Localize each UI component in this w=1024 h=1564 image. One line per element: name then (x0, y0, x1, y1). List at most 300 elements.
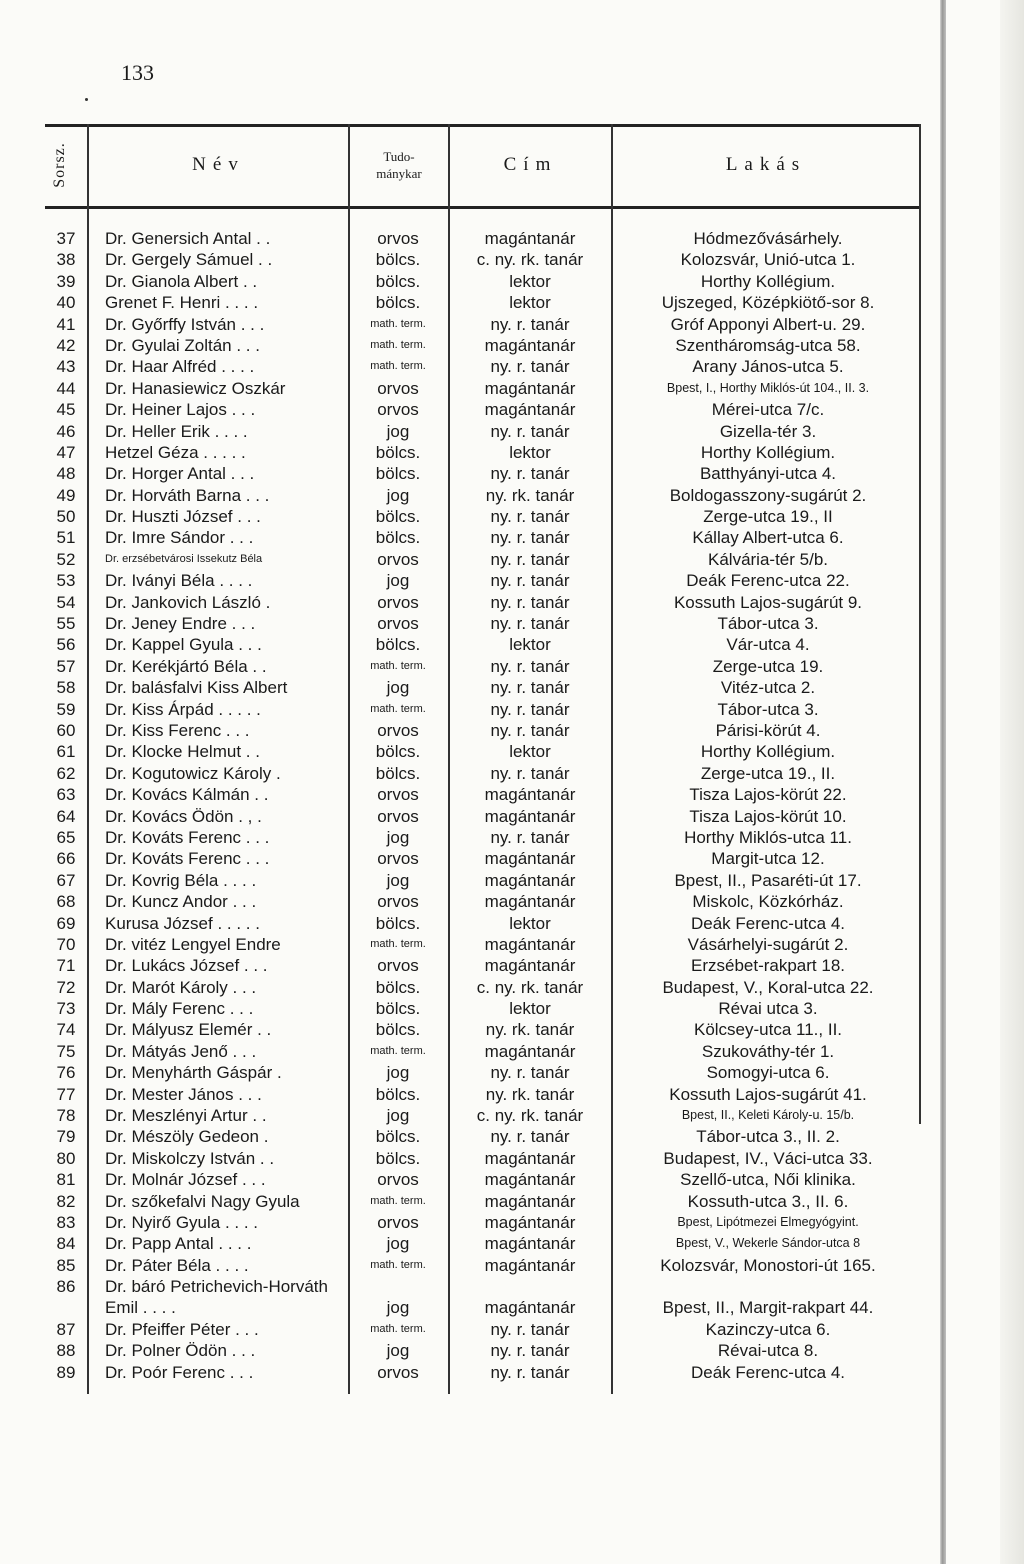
table-row (45, 806, 921, 827)
row-address: Budapest, V., Koral-utca 22. (662, 977, 874, 997)
row-name: Dr. Lukács József . . . (105, 956, 268, 976)
row-number: 62 (56, 763, 76, 783)
row-address: Szentháromság-utca 58. (675, 335, 861, 355)
table-row (45, 656, 921, 677)
row-faculty: bölcs. (375, 250, 421, 270)
row-faculty: orvos (377, 229, 419, 248)
row-faculty: math. term. (370, 702, 426, 715)
table-row (45, 1169, 921, 1190)
row-number: 86 (56, 1277, 76, 1297)
table-row (45, 870, 921, 891)
row-faculty: jog (386, 1234, 410, 1254)
row-name: Kurusa József . . . . . (105, 913, 260, 933)
row-faculty: orvos (377, 549, 419, 569)
row-title: magántanár (484, 400, 576, 420)
row-address: Vár-utca 4. (726, 635, 810, 655)
row-address: Hódmezővásárhely. (693, 229, 843, 248)
row-title: ny. r. tanár (490, 614, 570, 634)
table-row (45, 1148, 921, 1169)
row-name: Dr. Győrffy István . . . (105, 314, 265, 334)
row-title: ny. r. tanár (490, 1319, 570, 1339)
row-faculty: math. term. (370, 937, 426, 950)
header-sorsz (39, 124, 81, 206)
table-row (45, 827, 921, 848)
row-title: magántanár (484, 806, 576, 826)
table-row (45, 249, 921, 270)
row-faculty: bölcs. (375, 464, 421, 484)
row-name: Dr. Kováts Ferenc . . . (105, 827, 270, 847)
row-name: Dr. Nyirő Gyula . . . . (105, 1212, 259, 1232)
table-row (45, 1019, 921, 1040)
table-row (45, 335, 921, 356)
row-name: Dr. Miskolczy István . . (105, 1148, 275, 1168)
row-number: 59 (56, 699, 76, 719)
row-address: Deák Ferenc-utca 4. (690, 1362, 845, 1382)
row-title: magántanár (484, 378, 576, 398)
row-title: ny. r. tanár (490, 1341, 570, 1361)
row-faculty: orvos (377, 614, 419, 634)
row-faculty: math. term. (370, 659, 426, 672)
row-name: Dr. Mátyás Jenő . . . (105, 1041, 257, 1061)
header-nev: Név (192, 154, 245, 175)
table-row (45, 1126, 921, 1147)
row-name: Dr. Haar Alfréd . . . . (105, 357, 255, 377)
row-title: lektor (509, 271, 551, 291)
row-faculty: bölcs. (375, 271, 421, 291)
row-faculty: orvos (377, 806, 419, 826)
table-row (45, 549, 921, 570)
table-row (45, 592, 921, 613)
row-name: Dr. Iványi Béla . . . . (105, 571, 253, 591)
row-title: ny. r. tanár (490, 827, 570, 847)
row-title: lektor (509, 742, 551, 762)
row-name: Dr. Polner Ödön . . . (105, 1341, 256, 1361)
header-tudomanykar-line2: mánykar (376, 166, 422, 181)
row-title: lektor (509, 635, 551, 655)
row-title: lektor (509, 293, 551, 313)
row-address: Tisza Lajos-körút 10. (689, 806, 847, 826)
row-title: ny. r. tanár (490, 549, 570, 569)
table-row (45, 720, 921, 741)
row-address: Batthyányi-utca 4. (699, 464, 837, 484)
row-number: 87 (56, 1319, 76, 1339)
row-number: 40 (56, 293, 76, 313)
row-address: Horthy Kollégium. (700, 742, 836, 762)
table-row (45, 271, 921, 292)
row-address: Bpest, II., Keleti Károly-u. 15/b. (681, 1108, 855, 1123)
row-faculty: bölcs. (375, 1084, 421, 1104)
row-title: ny. r. tanár (490, 314, 570, 334)
row-number: 66 (56, 849, 76, 869)
row-address: Kazinczy-utca 6. (705, 1319, 831, 1339)
row-number: 64 (56, 806, 76, 826)
row-title: ny. r. tanár (490, 1362, 570, 1382)
row-address: Szukováthy-tér 1. (701, 1041, 835, 1061)
table-row (45, 1319, 921, 1340)
row-number: 82 (56, 1191, 76, 1211)
row-title: magántanár (484, 849, 576, 869)
row-number: 69 (56, 913, 76, 933)
row-address: Bpest, V., Wekerle Sándor-utca 8 (675, 1236, 861, 1251)
row-faculty: orvos (377, 720, 419, 740)
row-title: ny. r. tanár (490, 678, 570, 698)
table-row (45, 763, 921, 784)
row-number: 52 (56, 549, 76, 569)
row-faculty: math. term. (370, 1322, 426, 1335)
row-address: Gizella-tér 3. (719, 421, 817, 441)
row-address: Horthy Kollégium. (700, 442, 836, 462)
row-address: Budapest, IV., Váci-utca 33. (663, 1148, 873, 1168)
row-faculty: bölcs. (375, 999, 421, 1019)
table-row (45, 977, 921, 998)
row-number: 83 (56, 1212, 76, 1232)
row-address: Tábor-utca 3., II. 2. (696, 1127, 840, 1147)
row-faculty: bölcs. (375, 1127, 421, 1147)
row-faculty: jog (386, 870, 410, 890)
row-faculty: bölcs. (375, 507, 421, 527)
row-number: 41 (56, 314, 76, 334)
row-title: magántanár (484, 1041, 576, 1061)
row-title: ny. r. tanár (490, 507, 570, 527)
row-faculty: jog (386, 1341, 410, 1361)
row-name: Dr. Páter Béla . . . . (105, 1255, 249, 1275)
row-number: 54 (56, 592, 76, 612)
row-faculty: bölcs. (375, 635, 421, 655)
table-row (45, 485, 921, 506)
row-name: Dr. Molnár József . . . (105, 1170, 266, 1190)
row-number: 38 (56, 250, 76, 270)
row-address: Tábor-utca 3. (717, 614, 819, 634)
table-row (45, 913, 921, 934)
row-name: Dr. Menyhárth Gáspár . (105, 1063, 282, 1083)
row-faculty: orvos (377, 592, 419, 612)
table-row (45, 634, 921, 655)
row-faculty: jog (386, 571, 410, 591)
row-name: Dr. Kuncz Andor . . . (105, 892, 257, 912)
row-name: Dr. Gergely Sámuel . . (105, 250, 273, 270)
row-number: 89 (56, 1362, 76, 1382)
row-number: 39 (56, 271, 76, 291)
row-faculty: jog (386, 1106, 410, 1126)
row-address: Boldogasszony-sugárút 2. (669, 485, 867, 505)
row-title: magántanár (484, 1234, 576, 1254)
row-name: Dr. Hanasiewicz Oszkár (105, 378, 286, 398)
row-title: c. ny. rk. tanár (476, 1106, 584, 1126)
row-name: Dr. Mester János . . . (105, 1084, 262, 1104)
row-title: ny. r. tanár (490, 357, 570, 377)
header-sorsz-label: Sorsz. (51, 142, 68, 188)
row-name: Dr. Kiss Árpád . . . . . (105, 699, 261, 719)
row-number: 67 (56, 870, 76, 890)
row-title: magántanár (484, 1191, 576, 1211)
row-address: Kossuth-utca 3., II. 6. (687, 1191, 849, 1211)
row-address: Kálvária-tér 5/b. (708, 549, 828, 569)
row-number: 57 (56, 656, 76, 676)
table-row (45, 399, 921, 420)
row-name: Dr. Jeney Endre . . . (105, 614, 256, 634)
row-name: Dr. Jankovich László . (105, 592, 271, 612)
row-name: Dr. Mály Ferenc . . . (105, 999, 254, 1019)
row-faculty: jog (386, 1063, 410, 1083)
table-row (45, 421, 921, 442)
row-faculty: orvos (377, 956, 419, 976)
row-name: Dr. vitéz Lengyel Endre (105, 934, 281, 954)
row-title: lektor (509, 913, 551, 933)
row-title: ny. r. tanár (490, 1127, 570, 1147)
table-row (45, 677, 921, 698)
table-row (45, 1191, 921, 1212)
row-name: Dr. Kovács Ödön . , . (105, 806, 262, 826)
header-cim: Cím (503, 154, 558, 175)
row-number: 68 (56, 892, 76, 912)
row-address: Révai-utca 8. (717, 1341, 819, 1361)
row-title: magántanár (484, 934, 576, 954)
row-name: Dr. Pfeiffer Péter . . . (105, 1319, 259, 1339)
row-number: 48 (56, 464, 76, 484)
row-name: Hetzel Géza . . . . . (105, 442, 246, 462)
table-row (45, 741, 921, 762)
row-faculty: math. term. (370, 360, 426, 373)
row-faculty: orvos (377, 785, 419, 805)
row-number: 43 (56, 357, 76, 377)
row-name: Dr. Poór Ferenc . . . (105, 1362, 254, 1382)
row-title: magántanár (484, 1298, 576, 1318)
row-number: 80 (56, 1148, 76, 1168)
row-number: 75 (56, 1041, 76, 1061)
row-number: 73 (56, 999, 76, 1019)
row-faculty: bölcs. (375, 528, 421, 548)
row-name: Dr. Kovrig Béla . . . . (105, 870, 257, 890)
row-number: 60 (56, 720, 76, 740)
table-row (45, 934, 921, 955)
row-title: magántanár (484, 1170, 576, 1190)
row-name: Dr. Huszti József . . . (105, 507, 261, 527)
row-title: ny. r. tanár (490, 763, 570, 783)
row-name: Dr. Meszlényi Artur . . (105, 1106, 267, 1126)
table-row (45, 1105, 921, 1126)
row-number: 84 (56, 1234, 76, 1254)
table-row (45, 463, 921, 484)
row-name: Dr. Gyulai Zoltán . . . (105, 335, 260, 355)
row-number: 63 (56, 785, 76, 805)
table-row (45, 955, 921, 976)
row-faculty: jog (386, 678, 410, 698)
row-title: ny. r. tanár (490, 699, 570, 719)
row-name: Dr. báró Petrichevich-Horváth Emil . . . . (105, 1277, 328, 1318)
row-name: Dr. Heiner Lajos . . . (105, 400, 256, 420)
row-address: Tábor-utca 3. (717, 699, 819, 719)
row-name: Dr. Kogutowicz Károly . (105, 763, 281, 783)
row-name: Dr. Kovács Kálmán . . (105, 785, 269, 805)
row-number: 44 (56, 378, 76, 398)
row-address: Arany János-utca 5. (692, 357, 844, 377)
row-name: Dr. Mészöly Gedeon . (105, 1127, 269, 1147)
table-row (45, 1062, 921, 1083)
row-number: 77 (56, 1084, 76, 1104)
row-number: 50 (56, 507, 76, 527)
row-address: Gróf Apponyi Albert-u. 29. (670, 314, 866, 334)
row-address: Zerge-utca 19. (712, 656, 824, 676)
row-address: Ujszeged, Középkiötő-sor 8. (661, 293, 875, 313)
row-faculty: bölcs. (375, 977, 421, 997)
row-title: lektor (509, 442, 551, 462)
row-number: 65 (56, 827, 76, 847)
row-name: Dr. Heller Erik . . . . (105, 421, 248, 441)
row-faculty: bölcs. (375, 742, 421, 762)
row-address: Bpest, II., Pasaréti-út 17. (674, 870, 862, 890)
table-row (45, 848, 921, 869)
row-address: Kolozsvár, Monostori-út 165. (660, 1255, 876, 1275)
row-name: Dr. erzsébetvárosi Issekutz Béla (105, 552, 263, 565)
row-address: Horthy Kollégium. (700, 271, 836, 291)
row-number: 70 (56, 934, 76, 954)
table-row (45, 506, 921, 527)
row-faculty: orvos (377, 1362, 419, 1382)
row-title: ny. r. tanár (490, 528, 570, 548)
table-row (45, 1212, 921, 1233)
table-row (45, 442, 921, 463)
row-number: 81 (56, 1170, 76, 1190)
row-name: Dr. Klocke Helmut . . (105, 742, 260, 762)
row-title: magántanár (484, 870, 576, 890)
row-title: magántanár (484, 1212, 576, 1232)
table-row (45, 1084, 921, 1105)
row-title: ny. r. tanár (490, 720, 570, 740)
row-name: Dr. Gianola Albert . . (105, 271, 258, 291)
table-body (45, 228, 921, 1383)
row-title: ny. r. tanár (490, 656, 570, 676)
row-title: magántanár (484, 785, 576, 805)
page-number: 133 (121, 60, 154, 85)
row-number: 78 (56, 1106, 76, 1126)
row-name: Dr. Kiss Ferenc . . . (105, 720, 250, 740)
row-number: 88 (56, 1341, 76, 1361)
row-faculty: jog (386, 485, 410, 505)
row-faculty: bölcs. (375, 1020, 421, 1040)
row-faculty: orvos (377, 378, 419, 398)
row-address: Deák Ferenc-utca 4. (690, 913, 845, 933)
row-title: magántanár (484, 892, 576, 912)
row-name: Dr. Kováts Ferenc . . . (105, 849, 270, 869)
row-title: magántanár (484, 1148, 576, 1168)
ink-speck (85, 98, 88, 101)
row-number: 56 (56, 635, 76, 655)
row-title: lektor (509, 999, 551, 1019)
row-address: Tisza Lajos-körút 22. (689, 785, 847, 805)
row-number: 47 (56, 442, 76, 462)
row-faculty: bölcs. (375, 293, 421, 313)
row-name: Dr. Horváth Barna . . . (105, 485, 270, 505)
row-number: 61 (56, 742, 76, 762)
row-number: 74 (56, 1020, 76, 1040)
row-name: Dr. Papp Antal . . . . (105, 1234, 252, 1254)
row-name: Dr. Genersich Antal . . (105, 229, 271, 248)
table-row (45, 527, 921, 548)
row-name: Grenet F. Henri . . . . (105, 293, 259, 313)
row-faculty: orvos (377, 1212, 419, 1232)
row-faculty: jog (386, 421, 410, 441)
row-address: Révai utca 3. (718, 999, 818, 1019)
row-number: 58 (56, 678, 76, 698)
row-name: Dr. balásfalvi Kiss Albert (105, 678, 288, 698)
row-title: ny. r. tanár (490, 464, 570, 484)
row-faculty: bölcs. (375, 1148, 421, 1168)
row-title: c. ny. rk. tanár (476, 977, 584, 997)
row-address: Horthy Miklós-utca 11. (684, 827, 852, 847)
page-edge-shadow (940, 0, 946, 1564)
row-title: ny. rk. tanár (485, 1084, 575, 1104)
row-address: Miskolc, Közkórház. (692, 892, 844, 912)
row-title: ny. r. tanár (490, 1063, 570, 1083)
row-address: Margit-utca 12. (711, 849, 825, 869)
row-faculty: orvos (377, 849, 419, 869)
row-title: ny. r. tanár (490, 571, 570, 591)
table-row (45, 1340, 921, 1361)
row-number: 79 (56, 1127, 76, 1147)
row-faculty: math. term. (370, 338, 426, 351)
header-tudomanykar (350, 124, 448, 206)
table-row (45, 1041, 921, 1062)
row-title: magántanár (484, 956, 576, 976)
table-row (45, 314, 921, 335)
table-row (45, 891, 921, 912)
row-name: Dr. Mályusz Elemér . . (105, 1020, 272, 1040)
row-address: Vásárhelyi-sugárút 2. (687, 934, 849, 954)
row-address: Kossuth Lajos-sugárút 41. (669, 1084, 867, 1104)
row-number: 49 (56, 485, 76, 505)
row-number: 46 (56, 421, 76, 441)
row-number: 45 (56, 400, 76, 420)
row-address: Mérei-utca 7/c. (711, 400, 825, 420)
row-faculty: math. term. (370, 317, 426, 330)
row-number: 53 (56, 571, 76, 591)
row-faculty: orvos (377, 400, 419, 420)
page-edge (1000, 0, 1024, 1564)
row-title: magántanár (484, 229, 576, 248)
table-row (45, 228, 921, 249)
row-faculty: bölcs. (375, 442, 421, 462)
row-faculty: math. term. (370, 1258, 426, 1271)
row-number: 85 (56, 1255, 76, 1275)
table-row (45, 1362, 921, 1383)
table-row (45, 613, 921, 634)
row-name: Dr. Marót Károly . . . (105, 977, 257, 997)
row-title: ny. rk. tanár (485, 1020, 575, 1040)
row-address: Somogyi-utca 6. (706, 1063, 830, 1083)
row-faculty: orvos (377, 892, 419, 912)
row-faculty: bölcs. (375, 763, 421, 783)
table-row (45, 356, 921, 377)
row-title: c. ny. rk. tanár (476, 250, 584, 270)
row-faculty: math. term. (370, 1194, 426, 1207)
row-address: Zerge-utca 19., II (703, 507, 833, 527)
row-name: Dr. Horger Antal . . . (105, 464, 255, 484)
table-row (45, 1276, 921, 1319)
row-faculty: orvos (377, 1170, 419, 1190)
row-address: Bpest, II., Margit-rakpart 44. (662, 1298, 874, 1318)
row-number: 51 (56, 528, 76, 548)
table-row (45, 292, 921, 313)
header-lakas: Lakás (725, 154, 807, 175)
row-number: 71 (56, 956, 76, 976)
row-title: ny. rk. tanár (485, 485, 575, 505)
row-address: Bpest, Lipótmezei Elmegyógyint. (677, 1214, 859, 1229)
row-number: 76 (56, 1063, 76, 1083)
table-row (45, 998, 921, 1019)
row-title: ny. r. tanár (490, 421, 570, 441)
row-address: Deák Ferenc-utca 22. (686, 571, 850, 591)
table-row (45, 378, 921, 399)
